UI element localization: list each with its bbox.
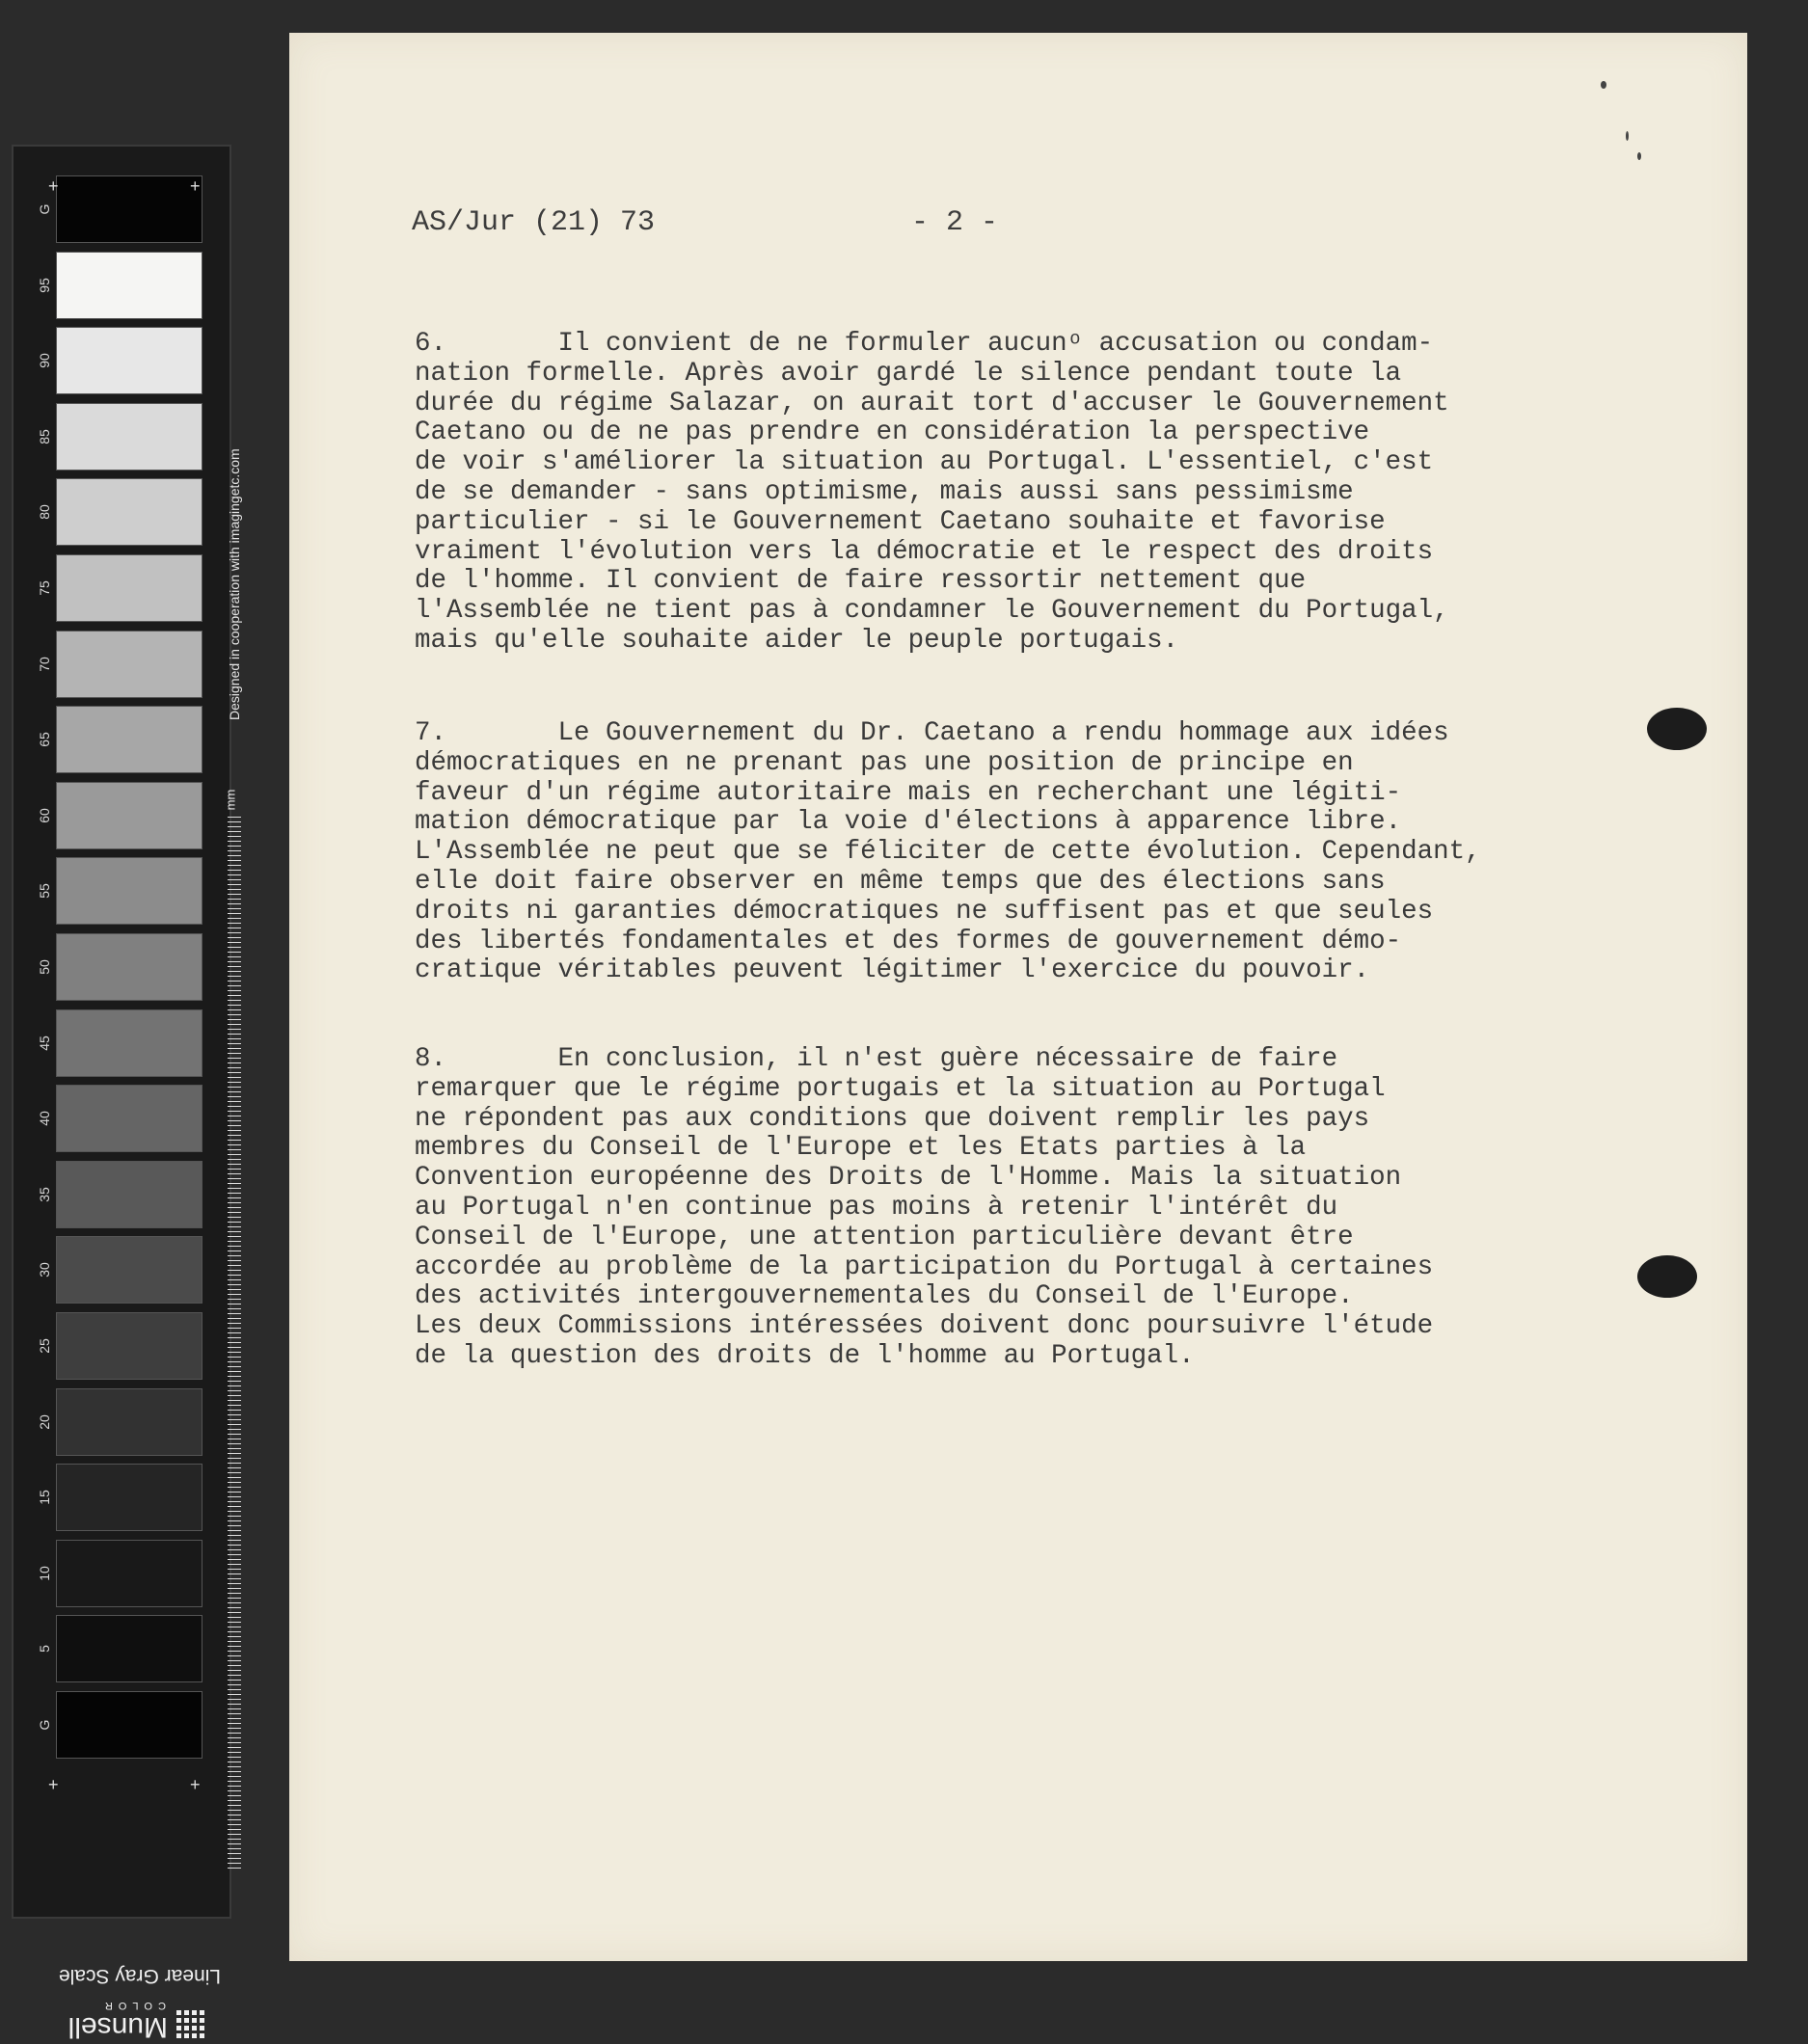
gray-patch	[56, 1464, 202, 1531]
scale-title: Linear Gray Scale	[58, 1965, 222, 1987]
gray-patch-label: G	[37, 203, 52, 215]
gray-patch-label: 85	[37, 429, 52, 444]
mm-label: mm	[223, 789, 238, 811]
gray-patch	[56, 1161, 202, 1228]
punch-hole	[1637, 1255, 1697, 1298]
gray-patch	[56, 1691, 202, 1759]
gray-patch-label: 45	[37, 1035, 52, 1051]
paragraph-7: 7. Le Gouvernement du Dr. Caetano a rendu hommage aux idées démocratiques en ne prenant pas une position de principe en faveur d'un régime autoritaire mais en recherchant une légiti- mation démocratique par la voie d'élections à apparence libre. L'Assemblée ne peut que se féliciter de cette évolution. Cependant, elle doit faire observer en même temps que des élections sans droits ni garanties démocratiques ne suffisent pas et que seules des libertés fondamentales et des formes de gouvernement démo- cratique véritables peuvent légitimer l'exercice du pouvoir.	[415, 718, 1481, 986]
gray-patch-label: 95	[37, 277, 52, 293]
munsell-grid-icon	[174, 2007, 204, 2038]
gray-patch	[56, 1009, 202, 1077]
gray-patch-label: 80	[37, 504, 52, 521]
gray-patch-label: 5	[37, 1645, 52, 1654]
gray-patch-label: 50	[37, 959, 52, 975]
paper-speck	[1601, 81, 1606, 89]
brand-name: Munsell	[67, 2011, 168, 2043]
gray-patch	[56, 1540, 202, 1607]
paragraph-6: 6. Il convient de ne formuler aucunᵒ accusation ou condam- nation formelle. Après avoir gardé le silence pendant toute la durée du régime Salazar, on aurait tort d'accuser le Gouvernement Caetano ou de ne pas prendre en considération la perspective de voir s'améliorer la situation au Portugal. L'essentiel, c'est de se demander - sans optimisme, mais aussi sans pessimisme particulier - si le Gouvernement Caetano souhaite et favorise vraiment l'évolution vers la démocratie et le respect des droits de l'homme. Il convient de faire ressortir nettement que l'Assemblée ne tient pas à condamner le Gouvernement du Portugal, mais qu'elle souhaite aider le peuple portugais.	[415, 329, 1449, 656]
gray-patch-label: 25	[37, 1338, 52, 1354]
mm-ruler	[228, 817, 241, 1872]
gray-patch-label: 65	[37, 732, 52, 747]
gray-patch	[56, 1388, 202, 1456]
gray-patch-label: G	[37, 1719, 52, 1731]
gray-patch	[56, 933, 202, 1001]
gray-patch-label: 40	[37, 1111, 52, 1126]
gray-patch	[56, 554, 202, 622]
document-page	[289, 33, 1747, 1961]
registration-mark: +	[190, 1775, 201, 1794]
gray-patch	[56, 1085, 202, 1152]
gray-patch	[56, 782, 202, 849]
gray-patch	[56, 857, 202, 925]
gray-patch-label: 70	[37, 656, 52, 672]
gray-patch	[56, 478, 202, 546]
paragraph-8: 8. En conclusion, il n'est guère nécessaire de faire remarquer que le régime portugais et la situation au Portugal ne répondent pas aux conditions que doivent remplir les pays membres du Conseil de l'Europe et les Etats parties à la Convention européenne des Droits de l'Homme. Mais la situation au Portugal n'en continue pas moins à retenir l'intérêt du Conseil de l'Europe, une attention particulière devant être accordée au problème de la participation du Portugal à certaines des activités intergouvernementales du Conseil de l'Europe. Les deux Commissions intéressées doivent donc poursuivre l'étude de la question des droits de l'homme au Portugal.	[415, 1044, 1434, 1371]
gray-patch	[56, 252, 202, 319]
gray-patch-label: 20	[37, 1413, 52, 1430]
gray-patch	[56, 327, 202, 394]
gray-patch-label: 55	[37, 883, 52, 900]
gray-patch	[56, 1312, 202, 1380]
brand-sub: COLOR	[98, 2000, 166, 2011]
paper-speck	[1626, 131, 1629, 141]
munsell-brand	[62, 1996, 216, 2044]
gray-patch	[56, 175, 202, 243]
page-number: - 2 -	[911, 206, 999, 239]
registration-mark: +	[48, 1775, 59, 1794]
designed-credit: Designed in cooperation with imagingetc.com	[227, 448, 242, 720]
punch-hole	[1647, 708, 1707, 750]
gray-patch	[56, 631, 202, 698]
registration-mark: +	[48, 176, 59, 196]
gray-patch	[56, 1236, 202, 1304]
registration-mark: +	[190, 176, 201, 196]
paper-speck	[1637, 152, 1641, 160]
gray-patch-label: 15	[37, 1490, 52, 1505]
gray-scale-card	[12, 145, 242, 2043]
gray-patch-label: 90	[37, 353, 52, 368]
gray-patch-label: 75	[37, 580, 52, 596]
gray-patch-label: 30	[37, 1262, 52, 1278]
gray-patch-label: 35	[37, 1187, 52, 1202]
gray-patch	[56, 403, 202, 471]
document-reference: AS/Jur (21) 73	[412, 206, 656, 239]
gray-patch-label: 10	[37, 1566, 52, 1581]
gray-patch	[56, 706, 202, 773]
gray-patch	[56, 1615, 202, 1682]
gray-patch-label: 60	[37, 808, 52, 823]
